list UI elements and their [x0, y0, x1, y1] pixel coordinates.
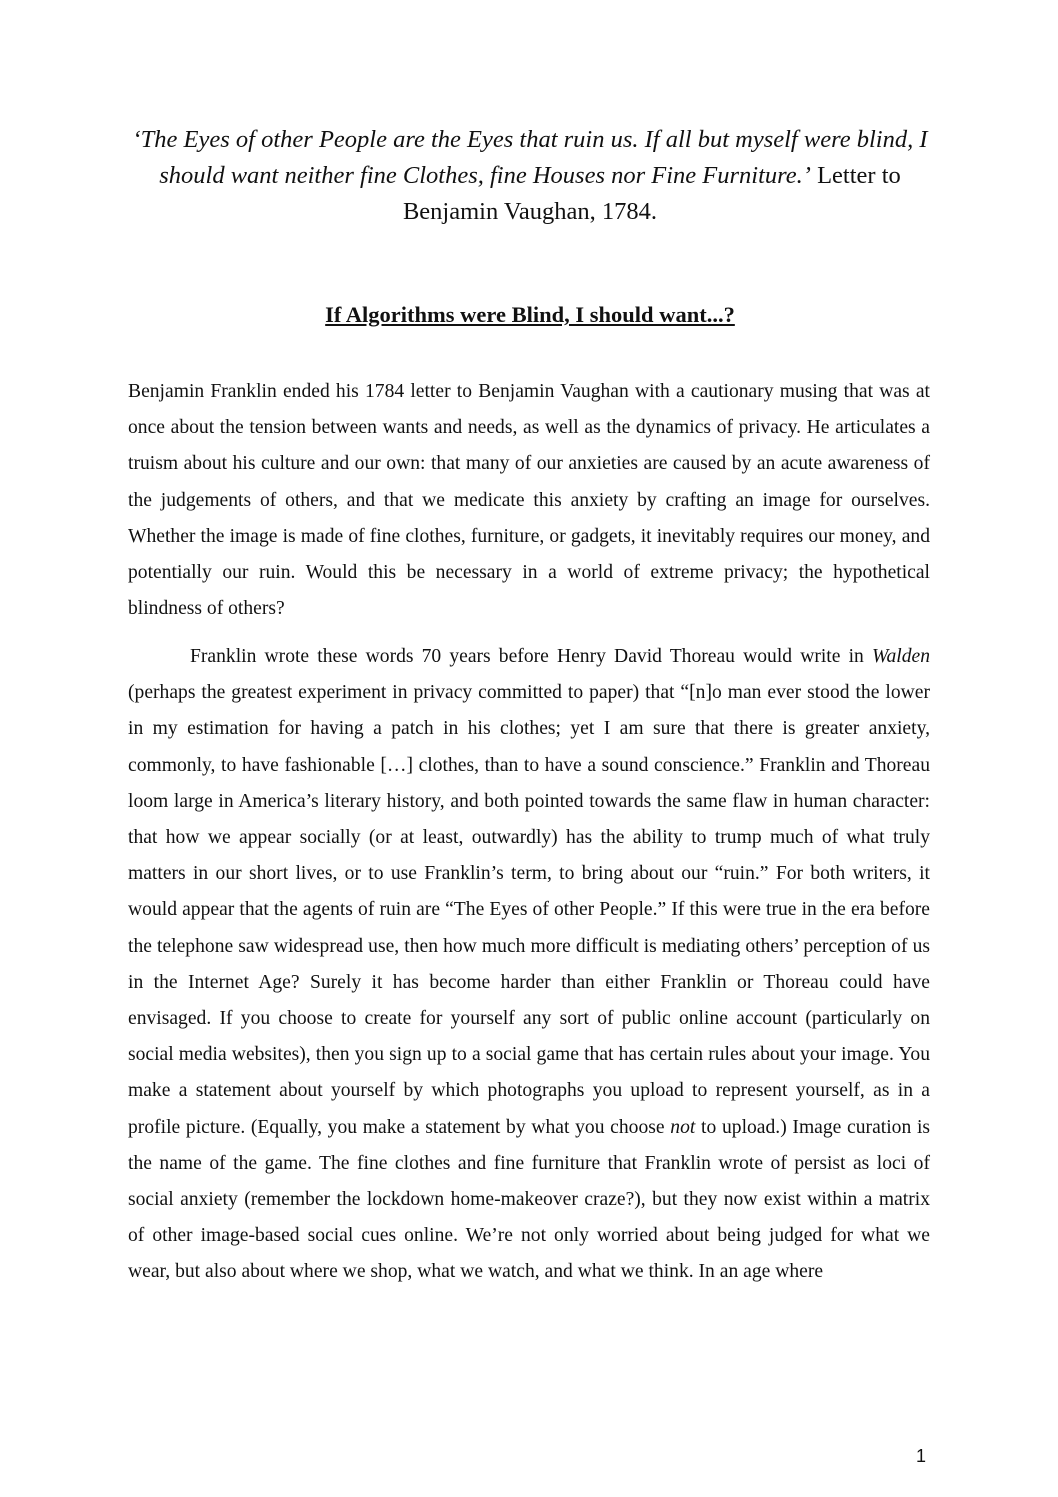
epigraph — [128, 122, 932, 230]
page-number: 1 — [916, 1446, 927, 1466]
page-title: If Algorithms were Blind, I should want...? — [325, 302, 735, 327]
paragraph-2-text-middle: (perhaps the greatest experiment in privacy committed to paper) that “[n]o man ever stood the lower in my estimation for having a patch in his clothes; yet I am sure that there is greater anxiety, commonly, to have fashionable […] clothes, than to have a sound conscience.” Franklin and Thoreau loom large in America’s literary history, and both pointed towards the same flaw in human character: that how we appear socially (or at least, outwardly) has the ability to trump much of what truly matters in our short lives, or to use Franklin’s term, to bring about our “ruin.” For both writers, it would appear that the agents of ruin are “The Eyes of other People.” If this were true in the era before the telephone saw widespread use, then how much more difficult is mediating others’ perception of us in the Internet Age? Surely it has become harder than either Franklin or Thoreau could have envisaged. If you choose to create for yourself any sort of public online account (particularly on social media websites), then you sign up to a social game that has certain rules about your image. You make a statement about yourself by which photographs you upload to represent yourself, as in a profile picture. (Equally, you make a statement by what you choose — [128, 682, 930, 1138]
paragraph-2-text-start: Franklin wrote these words 70 years before Henry David Thoreau would write in — [190, 646, 864, 667]
book-title-walden: Walden — [871, 646, 930, 667]
epigraph-quote: ‘The Eyes of other People are the Eyes that ruin us. If all but myself were blind, I should want neither fine Clothes, fine Houses nor Fine Furniture.’ — [132, 126, 928, 189]
paragraph-1: Benjamin Franklin ended his 1784 letter to Benjamin Vaughan with a cautionary musing that was at once about the tension between wants and needs, as well as the dynamics of privacy. He articulates a truism about his culture and our own: that many of our anxieties are caused by an acute awareness of the judgements of others, and that we medicate this anxiety by crafting an image for ourselves. Whether the image is made of fine clothes, furniture, or gadgets, it inevitably requires our money, and potentially our ruin. Would this be necessary in a world of extreme privacy; the hypothetical blindness of others? — [128, 381, 930, 620]
paragraph-2-text-end: to upload.) Image curation is the name of the game. The fine clothes and fine furniture that Franklin wrote of persist as loci of social anxiety (remember the lockdown home-makeover craze?), but they now exist within a matrix of other image-based social cues online. We’re not only worried about being judged for what we wear, but also about where we shop, what we watch, and what we think. In an age where — [128, 1116, 931, 1283]
paragraph-2 — [128, 639, 930, 1291]
emphasis-not: not — [670, 1116, 696, 1138]
epigraph-citation: Letter to Benjamin Vaughan, 1784. — [402, 162, 901, 225]
